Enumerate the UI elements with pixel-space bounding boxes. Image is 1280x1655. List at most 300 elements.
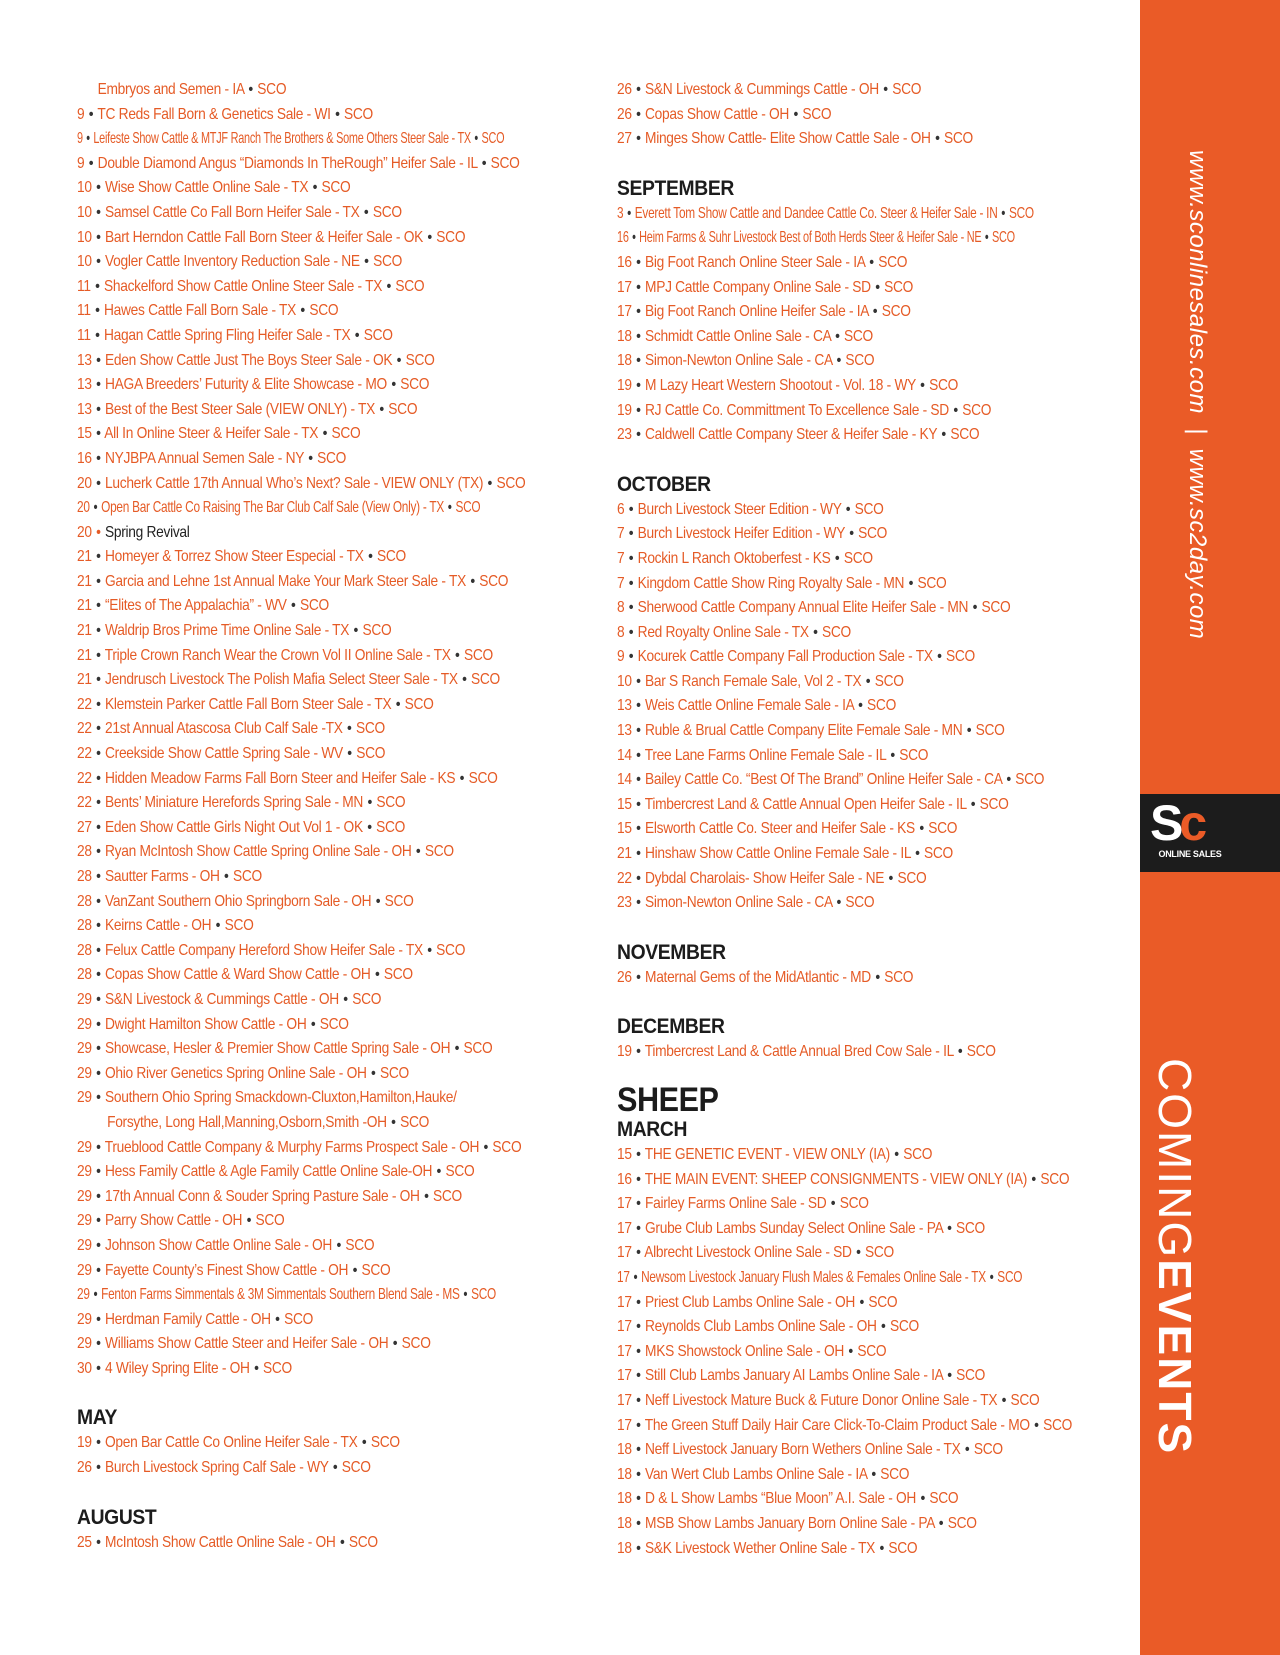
sco-tag: SCO (490, 154, 520, 172)
event-listing (617, 202, 1034, 227)
event-date: 29 (77, 990, 92, 1008)
sco-tag: SCO (372, 203, 402, 221)
event-date: 13 (617, 697, 632, 715)
event-date: 25 (77, 1533, 92, 1551)
event-listing (77, 447, 524, 472)
event-title: “Elites of The Appalachia” - WV (105, 597, 287, 615)
event-title: Showcase, Hesler & Premier Show Cattle Spring Sale - OH (105, 1040, 451, 1058)
bullet-dot-icon: • (96, 1459, 101, 1477)
sco-tag: SCO (889, 1318, 919, 1336)
bullet-dot-icon: • (849, 525, 854, 543)
event-date: 13 (77, 351, 92, 369)
sco-tag: SCO (924, 845, 953, 863)
event-listing (617, 251, 1064, 276)
bullet-dot-icon: • (336, 1236, 341, 1254)
sco-tag: SCO (868, 1293, 898, 1311)
sco-tag: SCO (857, 1342, 887, 1360)
event-listing (77, 693, 524, 718)
event-date: 29 (77, 1163, 92, 1181)
event-listing (617, 1463, 1064, 1488)
event-date: 18 (617, 1514, 632, 1532)
event-listing (77, 570, 524, 595)
sco-tag: SCO (317, 449, 347, 467)
sidebar-url-sconlinesales[interactable]: www.sconlinesales.com (1184, 150, 1211, 414)
bullet-dot-icon: • (254, 1359, 259, 1377)
sco-tag: SCO (463, 646, 493, 664)
sco-tag: SCO (331, 425, 361, 443)
event-title: Maternal Gems of the MidAtlantic - MD (645, 968, 871, 986)
event-listing (77, 201, 524, 226)
sco-tag: SCO (854, 500, 884, 518)
event-listing (617, 768, 1064, 793)
bullet-dot-icon: • (96, 892, 101, 910)
bullet-dot-icon: • (375, 892, 381, 910)
event-listing (617, 1512, 1064, 1537)
event-listing (77, 988, 524, 1013)
bullet-dot-icon: • (96, 966, 101, 984)
bullet-dot-icon: • (95, 326, 100, 344)
sco-tag: SCO (928, 820, 958, 838)
event-date: 22 (617, 869, 632, 887)
event-title: Caldwell Cattle Company Steer & Heifer Sale - KY (645, 426, 938, 444)
event-date: 29 (77, 1286, 90, 1304)
event-date: 29 (77, 1015, 92, 1033)
event-date: 9 (77, 154, 85, 172)
bullet-dot-icon: • (96, 990, 101, 1008)
event-date: 17 (617, 1293, 632, 1311)
event-title: M Lazy Heart Western Shootout - Vol. 18 - WY (645, 376, 916, 394)
event-title: S&N Livestock & Cummings Cattle - OH (645, 81, 879, 98)
event-title: THE MAIN EVENT: SHEEP CONSIGNMENTS - VIEW ONLY (IA) (644, 1170, 1028, 1188)
bullet-dot-icon: • (367, 818, 372, 836)
august-listings (77, 1531, 597, 1556)
event-title: Forsythe, Long Hall,Manning,Osborn,Smith -OH (107, 1113, 387, 1131)
bullet-dot-icon: • (386, 277, 392, 295)
event-date: 17 (617, 303, 632, 321)
event-title: Triple Crown Ranch Wear the Crown Vol II Online Sale - TX (104, 646, 451, 664)
event-date: 29 (77, 1040, 92, 1058)
event-date: 28 (77, 941, 92, 959)
sco-tag: SCO (257, 81, 287, 98)
event-title: Keirns Cattle - OH (105, 917, 212, 935)
event-date: 21 (77, 548, 92, 566)
event-date: 17 (617, 1268, 630, 1286)
event-date: 17 (617, 278, 632, 296)
event-date: 8 (617, 599, 625, 617)
month-heading-may: MAY (77, 1406, 118, 1430)
event-title: Timbercrest Land & Cattle Annual Open Heifer Sale - IL (644, 795, 967, 813)
event-listing (77, 1283, 496, 1308)
event-listing (617, 1364, 1064, 1389)
event-listing (617, 1040, 1064, 1065)
bullet-dot-icon: • (96, 425, 101, 443)
bullet-dot-icon: • (636, 1441, 641, 1459)
bullet-dot-icon: • (96, 474, 101, 492)
event-date: 23 (617, 894, 632, 912)
event-title: Timbercrest Land & Cattle Annual Bred Cow Sale - IL (644, 1043, 954, 1061)
event-listing (77, 78, 524, 103)
event-date: 28 (77, 868, 92, 885)
event-title: Dwight Hamilton Show Cattle - OH (105, 1015, 307, 1033)
december-listings (617, 1040, 1137, 1065)
bullet-dot-icon: • (627, 204, 632, 222)
october-listings (617, 498, 1137, 916)
event-date: 27 (617, 130, 632, 148)
sco-tag: SCO (255, 1212, 285, 1230)
may-listings (77, 1431, 597, 1480)
sco-tag: SCO (345, 1236, 375, 1254)
event-title: Klemstein Parker Cattle Fall Born Steer Sale - TX (105, 695, 392, 713)
bullet-dot-icon: • (96, 179, 101, 197)
bullet-dot-icon: • (96, 941, 101, 959)
bullet-dot-icon: • (813, 623, 818, 641)
event-date: 21 (617, 845, 632, 863)
sco-tag: SCO (929, 376, 959, 394)
event-title: D & L Show Lambs “Blue Moon” A.I. Sale - OH (645, 1490, 917, 1508)
bullet-dot-icon: • (96, 548, 101, 566)
sco-tag: SCO (363, 326, 393, 344)
event-title: Bents’ Miniature Herefords Spring Sale - MN (105, 794, 364, 812)
bullet-dot-icon: • (275, 1310, 280, 1328)
event-date: 19 (617, 1043, 632, 1061)
bullet-dot-icon: • (352, 1261, 358, 1279)
event-date: 20 (77, 474, 92, 492)
event-listing (77, 890, 524, 915)
event-listing (77, 1062, 524, 1087)
event-date: 17 (617, 1342, 632, 1360)
event-title: RJ Cattle Co. Committment To Excellence Sale - SD (645, 401, 949, 419)
event-listing (617, 276, 1064, 301)
sco-tag: SCO (401, 1335, 431, 1353)
bullet-dot-icon: • (947, 1219, 952, 1237)
event-date: 29 (77, 1310, 92, 1328)
event-date: 28 (77, 843, 92, 861)
sidebar-url-sc2day[interactable]: www.sc2day.com (1184, 448, 1211, 640)
bullet-dot-icon: • (636, 1465, 641, 1483)
event-date: 10 (77, 179, 92, 197)
event-listing (617, 498, 1064, 523)
event-date: 21 (77, 646, 92, 664)
event-listing (617, 325, 1064, 350)
bullet-dot-icon: • (636, 1539, 641, 1557)
event-listing (617, 127, 1064, 152)
event-title: Grube Club Lambs Sunday Select Online Sale - PA (645, 1219, 943, 1237)
bullet-dot-icon: • (96, 1064, 101, 1082)
event-title: Bar S Ranch Female Sale, Vol 2 - TX (645, 672, 862, 690)
event-listing (77, 250, 524, 275)
event-date: 16 (617, 229, 629, 247)
event-date: 20 (77, 523, 92, 541)
bullet-dot-icon: • (96, 572, 101, 590)
event-listing (617, 1487, 1064, 1512)
bullet-dot-icon: • (636, 672, 641, 690)
bullet-dot-icon: • (835, 327, 840, 345)
event-listing (77, 176, 524, 201)
bullet-dot-icon: • (1001, 1391, 1007, 1409)
event-title: Eden Show Cattle Girls Night Out Vol 1 - OK (105, 818, 363, 836)
bullet-dot-icon: • (636, 376, 641, 394)
event-date: 17 (617, 1219, 632, 1237)
sco-tag: SCO (867, 697, 896, 715)
sco-tag: SCO (881, 303, 911, 321)
event-title: Neff Livestock Mature Buck & Future Donor Online Sale - TX (645, 1391, 998, 1409)
bullet-dot-icon: • (636, 894, 641, 912)
event-listing (77, 127, 505, 152)
bullet-dot-icon: • (291, 597, 296, 615)
event-title: Felux Cattle Company Hereford Show Heifer Sale - TX (105, 941, 423, 959)
bullet-dot-icon: • (875, 968, 880, 986)
event-date: 26 (77, 1459, 92, 1477)
event-listing (77, 422, 524, 447)
sco-tag: SCO (395, 277, 425, 295)
bullet-dot-icon: • (636, 771, 641, 789)
bullet-dot-icon: • (95, 277, 100, 295)
sco-tag: SCO (445, 1163, 475, 1181)
event-title: Open Bar Cattle Co Raising The Bar Club Calf Sale (View Only) - TX (101, 499, 444, 517)
event-listing (617, 1217, 1064, 1242)
sco-tag: SCO (897, 869, 927, 887)
sco-tag: SCO (356, 745, 386, 763)
event-title: Van Wert Club Lambs Online Sale - IA (645, 1465, 867, 1483)
bullet-dot-icon: • (636, 327, 641, 345)
month-heading-december: DECEMBER (617, 1015, 725, 1039)
event-title: Eden Show Cattle Just The Boys Steer Sale - OK (105, 351, 393, 369)
sco-tag: SCO (362, 622, 392, 640)
event-title: Ohio River Genetics Spring Online Sale - OH (105, 1064, 367, 1082)
event-listing (77, 103, 524, 128)
bullet-dot-icon: • (470, 572, 475, 590)
event-listing (617, 1414, 1073, 1439)
bullet-dot-icon: • (96, 203, 101, 221)
event-date: 7 (617, 574, 625, 592)
event-title: Southern Ohio Spring Smackdown-Cluxton,Hamilton,Hauke/ (105, 1089, 457, 1107)
bullet-dot-icon: • (636, 401, 641, 419)
bullet-dot-icon: • (246, 1212, 252, 1230)
event-date: 29 (77, 1212, 92, 1230)
event-title: Copas Show Cattle & Ward Show Cattle - OH (105, 966, 371, 984)
event-listing (77, 226, 524, 251)
bullet-dot-icon: • (88, 105, 94, 123)
sco-tag: SCO (1015, 771, 1045, 789)
event-title: S&K Livestock Wether Online Sale - TX (645, 1539, 876, 1557)
event-title: Still Club Lambs January AI Lambs Online Sale - IA (645, 1367, 943, 1385)
event-listing (617, 572, 1064, 597)
bullet-dot-icon: • (1031, 1170, 1036, 1188)
november-listings (617, 966, 1137, 991)
bullet-dot-icon: • (335, 105, 340, 123)
sco-tag: SCO (888, 1539, 918, 1557)
bullet-dot-icon: • (483, 1138, 489, 1156)
section-heading-sheep: SHEEP (617, 1081, 719, 1119)
event-date: 10 (77, 228, 92, 246)
left-column (77, 78, 597, 1555)
sco-tag: SCO (263, 1359, 292, 1377)
event-listing (617, 1389, 1064, 1414)
sco-tag: SCO (492, 1138, 522, 1156)
event-title: VanZant Southern Ohio Springborn Sale - OH (105, 892, 372, 910)
sco-tag: SCO (997, 1268, 1023, 1286)
bullet-dot-icon: • (636, 352, 641, 370)
event-title: Creekside Show Cattle Spring Sale - WV (105, 745, 343, 763)
logo-letters: Sc (1150, 795, 1204, 851)
bullet-dot-icon: • (938, 1514, 944, 1532)
event-listing (617, 842, 1064, 867)
event-title: Neff Livestock January Born Wethers Online Sale - TX (645, 1441, 961, 1459)
bullet-dot-icon: • (865, 672, 871, 690)
event-date: 6 (617, 500, 625, 518)
bullet-dot-icon: • (96, 1310, 101, 1328)
bullet-dot-icon: • (984, 229, 989, 247)
bullet-dot-icon: • (343, 990, 348, 1008)
bullet-dot-icon: • (834, 549, 840, 567)
event-listing (77, 545, 524, 570)
bullet-dot-icon: • (300, 302, 305, 320)
sidebar-url-separator: | (1184, 427, 1211, 435)
sco-tag: SCO (284, 1310, 314, 1328)
event-date: 10 (77, 203, 92, 221)
bullet-dot-icon: • (830, 1195, 836, 1213)
event-title: Heim Farms & Suhr Livestock Best of Both Herds Steer & Heifer Sale - NE (639, 229, 982, 247)
event-title: The Green Stuff Daily Hair Care Click-To-Claim Product Sale - MO (644, 1416, 1030, 1434)
sco-tag: SCO (865, 1244, 894, 1262)
bullet-dot-icon: • (628, 648, 634, 666)
bullet-dot-icon: • (858, 697, 863, 715)
event-title: Johnson Show Cattle Online Sale - OH (105, 1236, 333, 1254)
bullet-dot-icon: • (354, 326, 360, 344)
event-listing (77, 668, 524, 693)
event-date: 28 (77, 892, 92, 910)
bullet-dot-icon: • (96, 228, 101, 246)
event-listing (77, 1037, 524, 1062)
bullet-dot-icon: • (920, 1490, 926, 1508)
sco-tag: SCO (432, 1187, 462, 1205)
event-listing (77, 963, 524, 988)
event-title: Everett Tom Show Cattle and Dandee Cattle Co. Steer & Heifer Sale - IN (634, 204, 998, 222)
event-date: 15 (77, 425, 92, 443)
event-listing (617, 300, 1064, 325)
bullet-dot-icon: • (920, 376, 925, 394)
sco-tag: SCO (884, 278, 914, 296)
bullet-dot-icon: • (462, 671, 467, 689)
event-listing (617, 1241, 1064, 1266)
event-date: 11 (77, 302, 91, 320)
sco-tag: SCO (383, 966, 413, 984)
event-listing (77, 1332, 524, 1357)
bullet-dot-icon: • (459, 769, 465, 787)
sco-tag: SCO (966, 1043, 996, 1061)
continued-listings (77, 78, 597, 1381)
event-listing (617, 793, 1064, 818)
sco-tag: SCO (361, 1261, 391, 1279)
bullet-dot-icon: • (935, 130, 940, 148)
event-title: Trueblood Cattle Company & Murphy Farms Prospect Sale - OH (104, 1138, 480, 1156)
event-listing (77, 1234, 524, 1259)
bullet-dot-icon: • (347, 745, 352, 763)
bullet-dot-icon: • (894, 1146, 899, 1163)
event-listing (617, 596, 1064, 621)
event-listing (77, 1431, 524, 1456)
sco-tag: SCO (224, 917, 254, 935)
event-date: 17 (617, 1195, 632, 1213)
bullet-dot-icon: • (367, 794, 372, 812)
event-title: S&N Livestock & Cummings Cattle - OH (105, 990, 339, 1008)
event-date: 16 (617, 253, 632, 271)
event-listing (617, 423, 1064, 448)
bullet-dot-icon: • (474, 130, 478, 148)
sco-tag: SCO (845, 894, 875, 912)
bullet-dot-icon: • (96, 1533, 101, 1551)
event-date: 7 (617, 549, 625, 567)
title-coming: COMING (1149, 1058, 1201, 1260)
bullet-dot-icon: • (836, 352, 842, 370)
event-listing (77, 299, 524, 324)
event-title: Copas Show Cattle - OH (645, 105, 790, 123)
event-title: Parry Show Cattle - OH (105, 1212, 243, 1230)
event-listing (77, 1209, 524, 1234)
bullet-dot-icon: • (972, 599, 978, 617)
event-listing (77, 1136, 524, 1161)
sco-tag: SCO (844, 327, 873, 345)
event-date: 30 (77, 1359, 92, 1377)
event-listing (77, 865, 524, 890)
event-date: 9 (77, 130, 83, 148)
bullet-dot-icon: • (96, 449, 101, 467)
bullet-dot-icon: • (96, 597, 101, 615)
event-listing (617, 1192, 1064, 1217)
event-date: 14 (617, 771, 632, 789)
bullet-dot-icon: • (875, 278, 880, 296)
event-date: 17 (617, 1244, 632, 1262)
event-title: Minges Show Cattle- Elite Show Cattle Sale - OH (645, 130, 931, 148)
event-title: Bart Herndon Cattle Fall Born Steer & Heifer Sale - OK (105, 228, 423, 246)
bullet-dot-icon: • (636, 1219, 641, 1237)
event-listing (77, 1185, 524, 1210)
bullet-dot-icon: • (869, 253, 874, 271)
event-title: Double Diamond Angus “Diamonds In TheRough” Heifer Sale - IL (97, 154, 478, 172)
bullet-dot-icon: • (890, 746, 895, 764)
bullet-dot-icon: • (96, 843, 101, 861)
event-listing (617, 719, 1064, 744)
sco-tag: SCO (950, 426, 980, 444)
sco-tag: SCO (384, 892, 414, 910)
sco-tag: SCO (981, 599, 1011, 617)
event-title: Fairley Farms Online Sale - SD (645, 1195, 827, 1213)
sco-tag: SCO (929, 1490, 959, 1508)
sco-tag: SCO (348, 1533, 378, 1551)
event-date: 29 (77, 1138, 92, 1156)
event-date: 11 (77, 277, 91, 295)
bullet-dot-icon: • (636, 722, 641, 740)
event-title: MPJ Cattle Company Online Sale - SD (645, 278, 871, 296)
bullet-dot-icon: • (96, 376, 101, 394)
event-listing (77, 767, 524, 792)
event-listing (617, 621, 1064, 646)
event-date: 17 (617, 1391, 632, 1409)
bullet-dot-icon: • (487, 474, 493, 492)
event-listing (617, 966, 1064, 991)
sco-tag: SCO (878, 253, 908, 271)
bullet-dot-icon: • (636, 105, 641, 123)
sco-tag: SCO (481, 130, 505, 148)
sco-tag: SCO (424, 843, 454, 861)
bullet-dot-icon: • (363, 203, 369, 221)
event-title: Weis Cattle Online Female Sale - IA (645, 697, 854, 715)
bullet-dot-icon: • (96, 769, 101, 787)
bullet-dot-icon: • (96, 695, 101, 713)
event-title: Hagan Cattle Spring Fling Heifer Sale - TX (104, 326, 351, 344)
event-date: 17 (617, 1367, 632, 1385)
sco-tag: SCO (874, 672, 904, 690)
